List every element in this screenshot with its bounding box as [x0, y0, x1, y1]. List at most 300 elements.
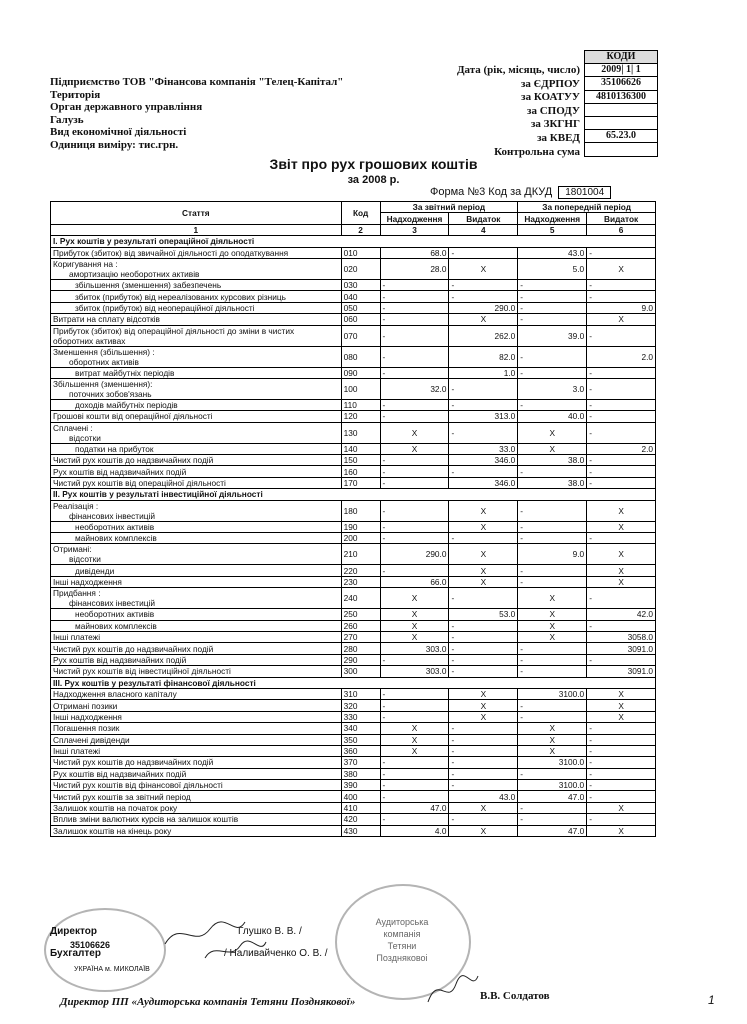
- table-row: [51, 314, 656, 325]
- row-value: -: [449, 666, 518, 677]
- row-value: -: [518, 279, 587, 290]
- row-value: 68.0: [380, 247, 449, 258]
- row-value: 262.0: [449, 325, 518, 346]
- row-value: 3100.0: [518, 757, 587, 768]
- row-article-text: Витрати на сплату відсотків: [53, 314, 160, 325]
- row-value: 303.0: [380, 643, 449, 654]
- row-article-text: Прибуток (збиток) від операційної діяльності до зміни в чистих: [53, 325, 295, 336]
- row-value: 38.0: [518, 455, 587, 466]
- row-article: [51, 314, 342, 325]
- row-value: X: [518, 620, 587, 631]
- table-row: [51, 422, 656, 443]
- table-row: [51, 677, 656, 688]
- row-value: 39.0: [518, 325, 587, 346]
- table-row: [51, 814, 656, 825]
- table-row: [51, 236, 656, 247]
- row-value: X: [449, 521, 518, 532]
- row-value: X: [449, 700, 518, 711]
- table-row: [51, 643, 656, 654]
- row-article-text: Чистий рух коштів до надзвичайних подій: [53, 757, 214, 768]
- row-value: 5.0: [518, 258, 587, 279]
- row-value: 66.0: [380, 576, 449, 587]
- header-code-label: Дата (рік, місяць, число): [456, 64, 580, 76]
- row-value: X: [587, 700, 656, 711]
- col-cur-out: Видаток: [449, 213, 518, 224]
- col-article: Стаття: [51, 202, 342, 225]
- row-value: -: [449, 643, 518, 654]
- row-value: X: [587, 802, 656, 813]
- stamp-text: УКРАЇНА м. МИКОЛАЇВ: [74, 966, 150, 973]
- header-code-label: за КВЕД: [537, 131, 580, 144]
- header-left: [50, 76, 343, 152]
- row-code: 020: [341, 258, 380, 279]
- table-row: [51, 279, 656, 290]
- table-row: [51, 609, 656, 620]
- row-code: 030: [341, 279, 380, 290]
- row-article: [51, 455, 342, 466]
- header-code-label: за КОАТУУ: [521, 91, 580, 104]
- row-value: X: [449, 802, 518, 813]
- auditor-stamp-line: Поздняковоі: [376, 953, 428, 963]
- row-value: -: [449, 620, 518, 631]
- row-code: 140: [341, 443, 380, 454]
- table-row: [51, 711, 656, 722]
- row-article: [51, 700, 342, 711]
- row-article-text: майнових комплексів: [75, 533, 157, 544]
- table-row: [51, 443, 656, 454]
- row-value: X: [587, 500, 656, 521]
- row-value: 53.0: [449, 609, 518, 620]
- row-value: 3100.0: [518, 780, 587, 791]
- row-article: [51, 734, 342, 745]
- row-value: X: [518, 734, 587, 745]
- row-value: -: [587, 734, 656, 745]
- header-code-label: Контрольна сума: [494, 145, 580, 158]
- row-code: 370: [341, 757, 380, 768]
- row-article: [51, 477, 342, 488]
- row-code: 430: [341, 825, 380, 836]
- row-value: -: [587, 654, 656, 665]
- code-value: 4810136300: [585, 90, 657, 103]
- row-value: -: [518, 533, 587, 544]
- table-row: [51, 745, 656, 756]
- row-article: [51, 521, 342, 532]
- row-article-text: Отримані:: [53, 544, 92, 555]
- table-row: [51, 723, 656, 734]
- row-article-text: витрат майбутніх періодів: [75, 367, 175, 378]
- auditor-stamp-line: Тетяни: [387, 941, 417, 951]
- row-value: -: [380, 279, 449, 290]
- table-row: [51, 346, 656, 367]
- row-code: 080: [341, 346, 380, 367]
- row-value: -: [380, 399, 449, 410]
- row-value: X: [380, 745, 449, 756]
- row-article-text: Чистий рух коштів від операційної діяльності: [53, 478, 226, 489]
- row-article: [51, 466, 342, 477]
- row-code: 200: [341, 533, 380, 544]
- row-code: 380: [341, 768, 380, 779]
- row-code: 250: [341, 609, 380, 620]
- row-article: [51, 291, 342, 302]
- row-article-text: майнових комплексів: [75, 620, 157, 631]
- table-row: [51, 500, 656, 521]
- row-article-text: Рух коштів від надзвичайних подій: [53, 654, 187, 665]
- table-row: [51, 825, 656, 836]
- col-number: 6: [587, 224, 656, 235]
- row-value: -: [449, 814, 518, 825]
- row-value: X: [380, 734, 449, 745]
- row-value: -: [380, 814, 449, 825]
- row-value: X: [449, 711, 518, 722]
- row-value: -: [380, 768, 449, 779]
- row-value: -: [449, 422, 518, 443]
- row-value: -: [380, 411, 449, 422]
- row-value: 3091.0: [587, 643, 656, 654]
- row-value: -: [587, 588, 656, 609]
- row-value: -: [449, 768, 518, 779]
- row-article-text: Інші платежі: [53, 632, 101, 643]
- row-code: 300: [341, 666, 380, 677]
- accountant-signature: [200, 936, 270, 966]
- row-value: X: [449, 314, 518, 325]
- row-value: 28.0: [380, 258, 449, 279]
- row-value: X: [518, 723, 587, 734]
- row-value: X: [518, 443, 587, 454]
- row-value: -: [380, 314, 449, 325]
- row-value: -: [380, 291, 449, 302]
- row-value: -: [518, 576, 587, 587]
- row-code: 210: [341, 544, 380, 565]
- row-value: -: [587, 814, 656, 825]
- row-value: X: [587, 258, 656, 279]
- row-article-text: Чистий рух коштів до надзвичайних подій: [53, 455, 214, 466]
- row-article-text: збиток (прибуток) від неопераційної діяльності: [75, 302, 255, 313]
- row-value: 3091.0: [587, 666, 656, 677]
- auditor-stamp-line: Аудиторська: [375, 917, 429, 927]
- row-value: -: [518, 700, 587, 711]
- row-value: 47.0: [518, 825, 587, 836]
- row-article-text: Чистий рух коштів до надзвичайних подій: [53, 643, 214, 654]
- row-value: X: [518, 609, 587, 620]
- row-value: -: [587, 533, 656, 544]
- row-value: -: [449, 631, 518, 642]
- row-article-text: Залишок коштів на кінець року: [53, 825, 172, 836]
- row-value: -: [380, 500, 449, 521]
- stamp-code: 35106626: [70, 940, 111, 950]
- row-article-subtext: оборотних активів: [69, 356, 139, 367]
- row-article: [51, 791, 342, 802]
- row-value: 3058.0: [587, 631, 656, 642]
- table-row: [51, 565, 656, 576]
- row-value: 38.0: [518, 477, 587, 488]
- row-value: -: [518, 666, 587, 677]
- row-code: 090: [341, 367, 380, 378]
- report-period: за 2008 р.: [347, 174, 400, 186]
- row-value: -: [380, 565, 449, 576]
- row-value: 47.0: [380, 802, 449, 813]
- report-title: Звіт про рух грошових коштів: [269, 156, 478, 172]
- col-number: 5: [518, 224, 587, 235]
- row-value: X: [380, 588, 449, 609]
- accountant-label: Бухгалтер: [50, 948, 101, 959]
- col-prev-in: Надходження: [518, 213, 587, 224]
- row-code: 360: [341, 745, 380, 756]
- row-article: [51, 443, 342, 454]
- row-value: -: [380, 654, 449, 665]
- row-article: [51, 723, 342, 734]
- row-code: 350: [341, 734, 380, 745]
- section-title: I. Рух коштів у результаті операційної діяльності: [51, 236, 656, 247]
- row-value: -: [518, 654, 587, 665]
- row-value: X: [587, 544, 656, 565]
- table-row: [51, 791, 656, 802]
- row-article-text: Збільшення (зменшення):: [53, 378, 153, 389]
- row-article-text: дивіденди: [75, 565, 115, 576]
- codes-title: КОДИ: [585, 51, 657, 63]
- row-code: 270: [341, 631, 380, 642]
- row-value: -: [587, 247, 656, 258]
- table-row: [51, 489, 656, 500]
- row-article-text: Рух коштів від надзвичайних подій: [53, 768, 187, 779]
- row-value: -: [587, 791, 656, 802]
- row-article-text: Чистий рух коштів за звітний період: [53, 791, 191, 802]
- row-value: -: [449, 291, 518, 302]
- table-row: [51, 802, 656, 813]
- auditor-name: В.В. Солдатов: [480, 990, 550, 1002]
- row-value: -: [518, 346, 587, 367]
- table-row: [51, 700, 656, 711]
- row-value: -: [380, 477, 449, 488]
- form-code: 1801004: [558, 186, 611, 199]
- table-row: [51, 631, 656, 642]
- row-value: X: [449, 688, 518, 699]
- row-article: [51, 565, 342, 576]
- row-value: -: [518, 500, 587, 521]
- table-row: [51, 734, 656, 745]
- col-number: 1: [51, 224, 342, 235]
- row-article-text: Надходження власного капіталу: [53, 689, 177, 700]
- row-article: [51, 814, 342, 825]
- row-value: -: [518, 302, 587, 313]
- row-value: -: [587, 780, 656, 791]
- row-code: 050: [341, 302, 380, 313]
- row-value: 33.0: [449, 443, 518, 454]
- row-article: [51, 378, 342, 399]
- row-code: 070: [341, 325, 380, 346]
- row-article: [51, 279, 342, 290]
- row-code: 130: [341, 422, 380, 443]
- row-article: [51, 654, 342, 665]
- row-value: -: [587, 620, 656, 631]
- row-value: -: [518, 466, 587, 477]
- row-value: 43.0: [449, 791, 518, 802]
- row-article-text: Сплачені дивіденди: [53, 734, 130, 745]
- row-article-text: податки на прибуток: [75, 443, 154, 454]
- row-article: [51, 500, 342, 521]
- row-article-text: Отримані позики: [53, 700, 118, 711]
- row-article-subtext: фінансових інвестицій: [69, 510, 155, 521]
- row-code: 260: [341, 620, 380, 631]
- table-row: [51, 544, 656, 565]
- row-article: [51, 666, 342, 677]
- row-value: 3100.0: [518, 688, 587, 699]
- row-value: -: [449, 654, 518, 665]
- row-value: -: [380, 455, 449, 466]
- form-label: Форма №3 Код за ДКУД: [430, 186, 553, 198]
- row-value: -: [587, 745, 656, 756]
- row-code: 220: [341, 565, 380, 576]
- row-article: [51, 367, 342, 378]
- row-value: X: [518, 588, 587, 609]
- row-article: [51, 757, 342, 768]
- table-row: [51, 455, 656, 466]
- row-value: -: [518, 643, 587, 654]
- director-name: Глушко В. В. /: [238, 926, 302, 937]
- row-code: 330: [341, 711, 380, 722]
- row-value: -: [587, 477, 656, 488]
- row-value: -: [587, 455, 656, 466]
- row-code: 100: [341, 378, 380, 399]
- row-article-text: Придбання :: [53, 588, 101, 599]
- row-value: 4.0: [380, 825, 449, 836]
- table-row: [51, 291, 656, 302]
- row-article-text: Інші надходження: [53, 577, 122, 587]
- row-value: X: [449, 825, 518, 836]
- row-article-text: Інші надходження: [53, 711, 122, 722]
- row-article-text: Погашення позик: [53, 723, 120, 734]
- row-value: -: [380, 711, 449, 722]
- row-value: 2.0: [587, 346, 656, 367]
- row-value: -: [587, 466, 656, 477]
- header-field: Вид економічної діяльності: [50, 126, 187, 139]
- table-row: [51, 780, 656, 791]
- col-code: Код: [341, 202, 380, 225]
- row-article: [51, 711, 342, 722]
- row-value: -: [380, 367, 449, 378]
- header-field: Територія: [50, 88, 101, 101]
- table-row: [51, 654, 656, 665]
- row-article-text: Сплачені :: [53, 422, 93, 433]
- row-value: X: [380, 723, 449, 734]
- row-article: [51, 802, 342, 813]
- row-code: 180: [341, 500, 380, 521]
- table-row: [51, 533, 656, 544]
- auditor-signature: [424, 972, 480, 1008]
- row-value: 82.0: [449, 346, 518, 367]
- row-value: X: [587, 314, 656, 325]
- table-row: [51, 302, 656, 313]
- table-row: [51, 399, 656, 410]
- row-value: -: [587, 367, 656, 378]
- table-row: [51, 688, 656, 699]
- row-article: [51, 688, 342, 699]
- row-code: 240: [341, 588, 380, 609]
- row-article-subtext: амортизацію необоротних активів: [69, 268, 200, 279]
- row-article-text: Коригування на :: [53, 258, 118, 269]
- row-code: 060: [341, 314, 380, 325]
- row-value: X: [449, 576, 518, 587]
- row-value: X: [587, 711, 656, 722]
- row-article-text: Чистий рух коштів від фінансової діяльності: [53, 780, 223, 791]
- header-field: Підприємство ТОВ "Фінансова компанія "Телец-Капітал": [50, 76, 344, 88]
- row-value: X: [380, 631, 449, 642]
- row-value: -: [449, 723, 518, 734]
- row-value: -: [380, 791, 449, 802]
- row-value: 40.0: [518, 411, 587, 422]
- header-code-label: за ЄДРПОУ: [521, 77, 580, 90]
- row-value: 2.0: [587, 443, 656, 454]
- col-current-period: За звітний період: [380, 202, 518, 213]
- row-value: -: [449, 780, 518, 791]
- row-value: -: [380, 700, 449, 711]
- row-value: X: [587, 825, 656, 836]
- row-article-text: збільшення (зменшення) забезпечень: [75, 280, 222, 291]
- row-value: -: [587, 411, 656, 422]
- row-value: -: [449, 745, 518, 756]
- row-value: 303.0: [380, 666, 449, 677]
- table-row: [51, 378, 656, 399]
- auditor-stamp-text: [350, 916, 454, 964]
- table-row: [51, 367, 656, 378]
- col-number: 2: [341, 224, 380, 235]
- row-value: -: [380, 780, 449, 791]
- row-value: -: [449, 399, 518, 410]
- header-field: Одиниця виміру: тис.грн.: [50, 138, 179, 151]
- row-value: -: [587, 723, 656, 734]
- row-article: [51, 588, 342, 609]
- row-code: 230: [341, 576, 380, 587]
- row-value: -: [587, 757, 656, 768]
- row-value: X: [449, 544, 518, 565]
- row-value: -: [587, 422, 656, 443]
- col-prev-out: Видаток: [587, 213, 656, 224]
- row-value: -: [380, 757, 449, 768]
- row-value: -: [518, 802, 587, 813]
- row-code: 110: [341, 399, 380, 410]
- row-article: [51, 346, 342, 367]
- row-article: [51, 247, 342, 258]
- row-article-subtext: відсотки: [69, 432, 101, 443]
- row-value: 346.0: [449, 477, 518, 488]
- row-value: -: [380, 346, 449, 367]
- row-value: X: [380, 422, 449, 443]
- row-code: 160: [341, 466, 380, 477]
- row-value: -: [380, 466, 449, 477]
- row-value: 32.0: [380, 378, 449, 399]
- row-code: 410: [341, 802, 380, 813]
- row-article: [51, 576, 342, 587]
- row-value: X: [518, 422, 587, 443]
- row-value: -: [518, 314, 587, 325]
- row-value: -: [587, 291, 656, 302]
- row-article-text: Реалізація :: [53, 500, 99, 511]
- row-article-text: Рух коштів від надзвичайних подій: [53, 466, 187, 477]
- row-value: -: [518, 711, 587, 722]
- row-value: -: [449, 279, 518, 290]
- code-value: [585, 142, 657, 155]
- row-value: 9.0: [587, 302, 656, 313]
- table-row: [51, 258, 656, 279]
- header-field: Орган державного управління: [50, 101, 203, 114]
- row-article: [51, 399, 342, 410]
- row-value: -: [449, 466, 518, 477]
- row-value: 346.0: [449, 455, 518, 466]
- row-value: -: [587, 768, 656, 779]
- row-value: X: [587, 521, 656, 532]
- cash-flow-table: [50, 201, 656, 837]
- col-cur-in: Надходження: [380, 213, 449, 224]
- row-article: [51, 825, 342, 836]
